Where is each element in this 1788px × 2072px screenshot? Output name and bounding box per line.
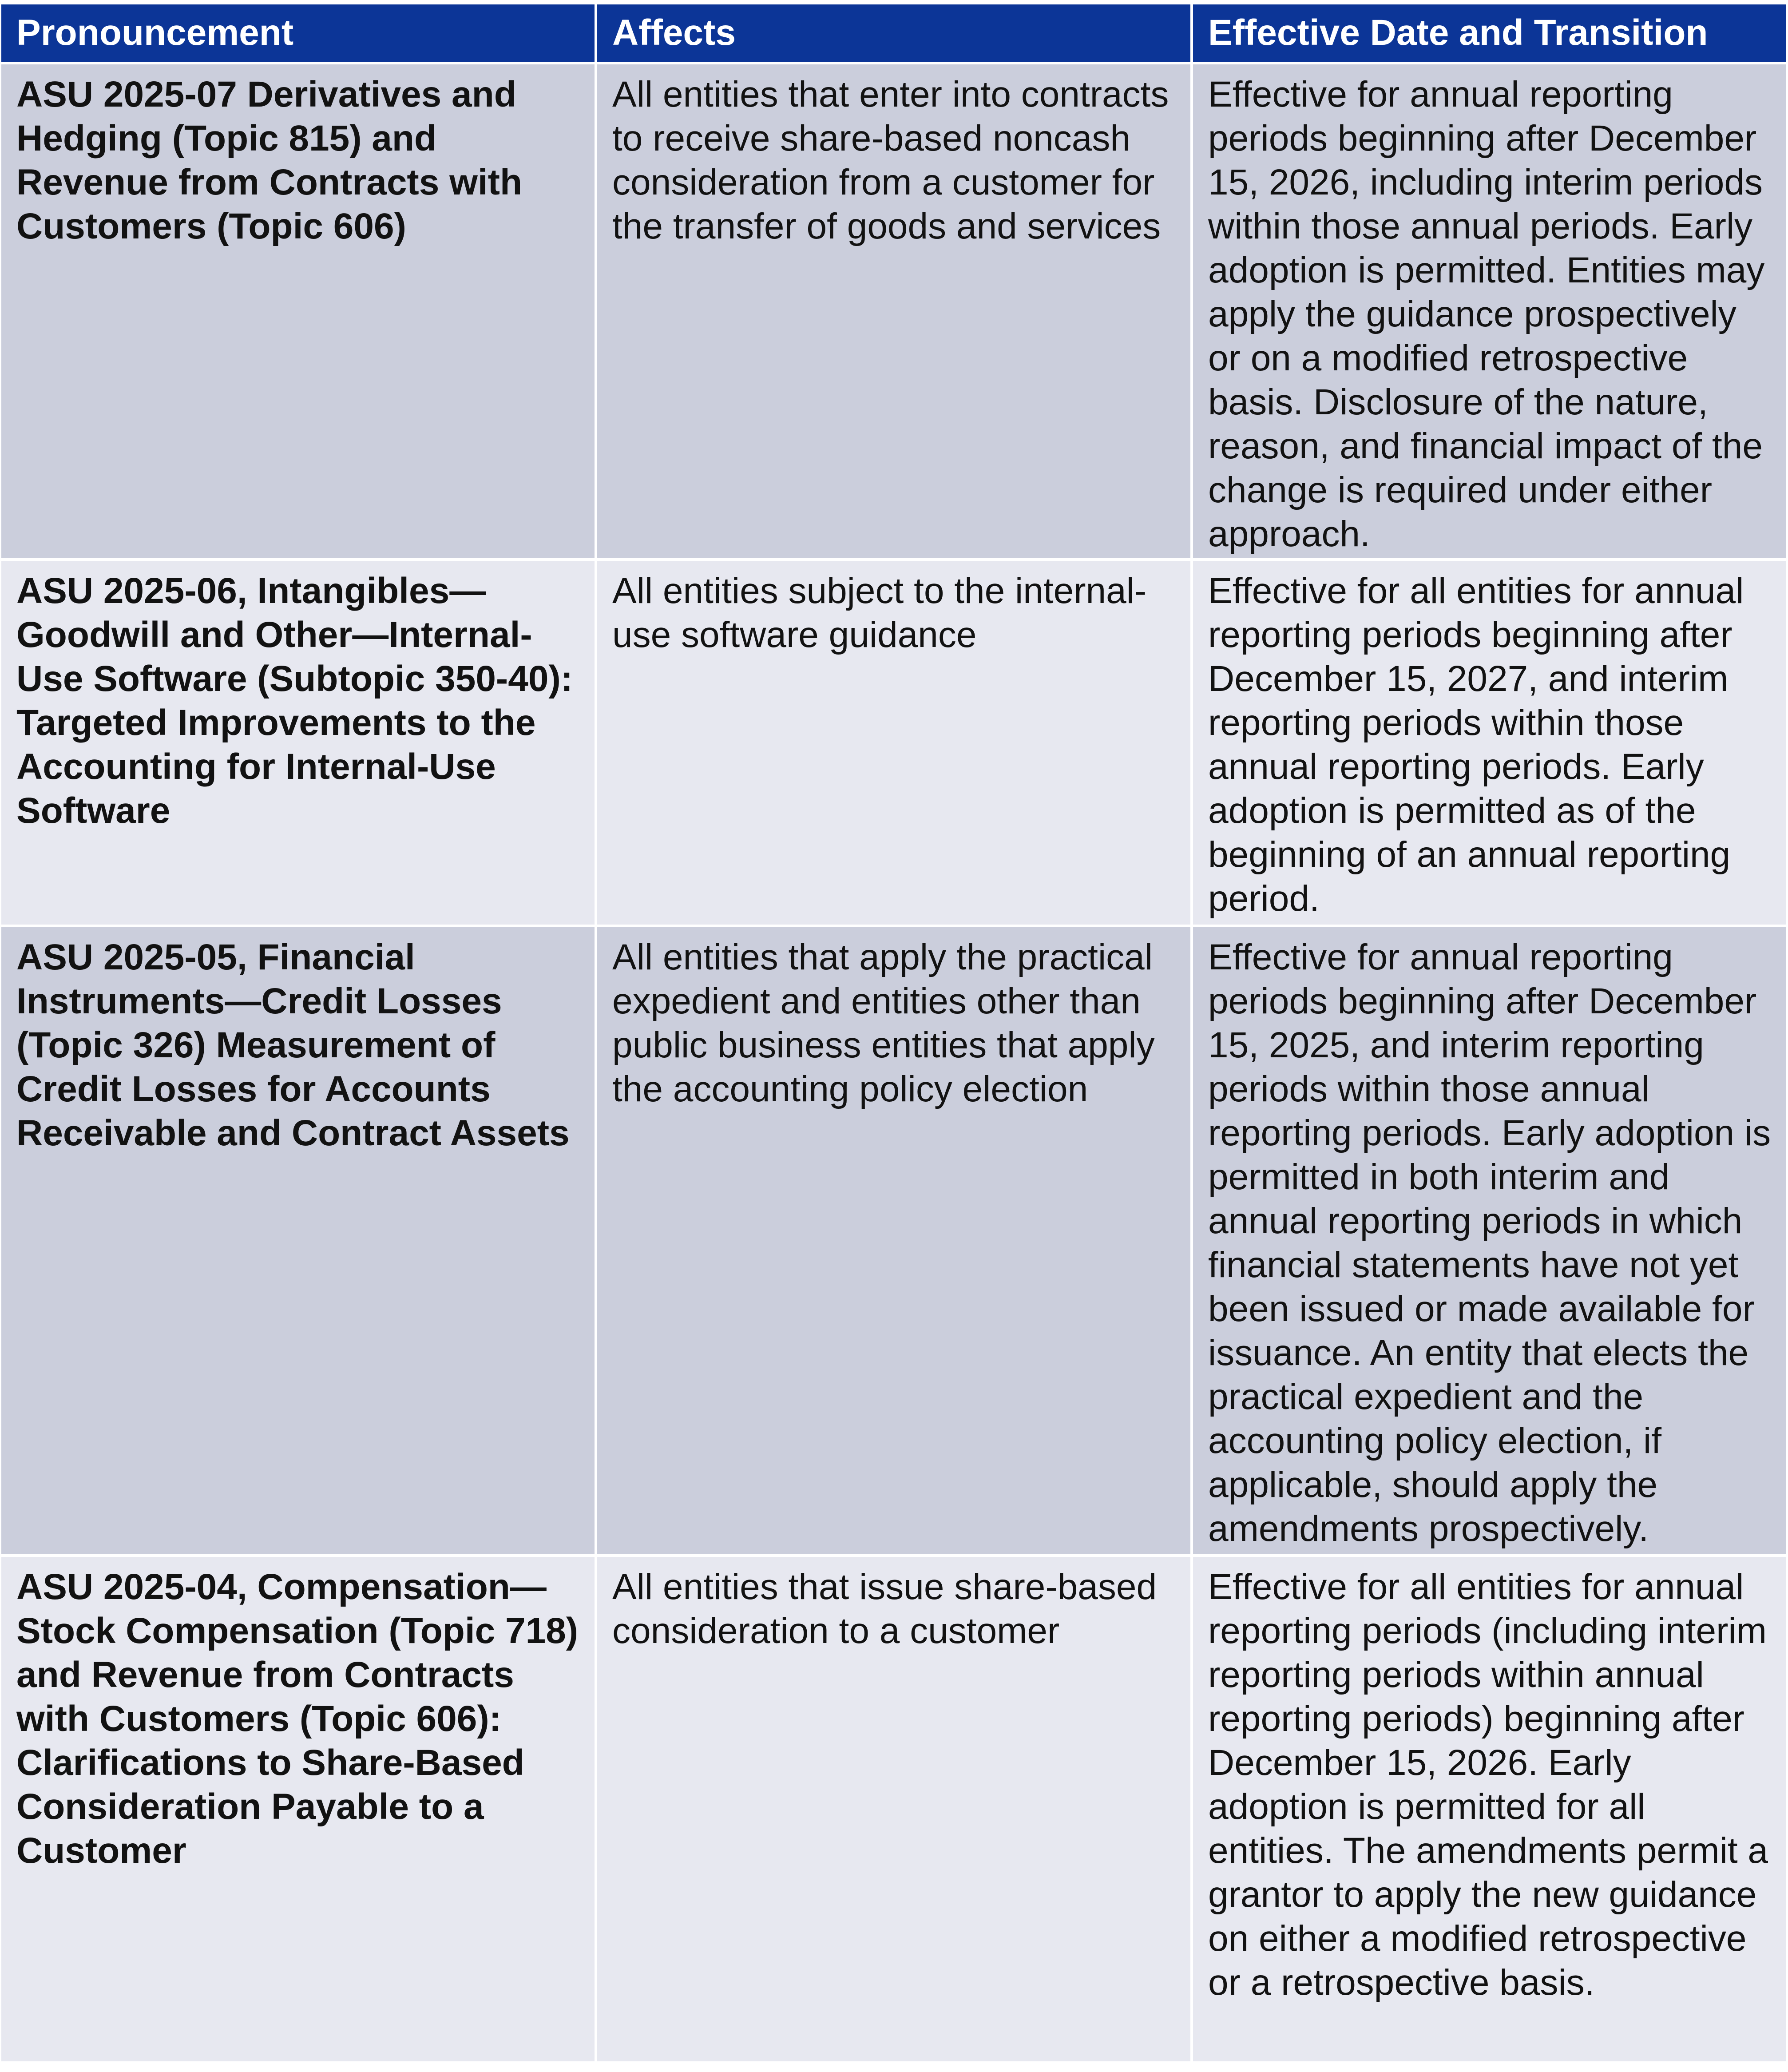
row-4-pronouncement: ASU 2025-04, Compensation—Stock Compensation (Topic 718) and Revenue from Contracts with Customers (Topic 606): Clarifications to Share-Based Consideration Payable to a Customer — [1, 1557, 595, 2061]
header-pronouncement: Pronouncement — [1, 4, 595, 62]
header-effective-date: Effective Date and Transition — [1193, 4, 1786, 62]
row-3-pronouncement: ASU 2025-05, Financial Instruments—Credit Losses (Topic 326) Measurement of Credit Losses for Accounts Receivable and Contract Assets — [1, 927, 595, 1554]
row-3-affects: All entities that apply the practical expedient and entities other than public business entities that apply the accounting policy election — [597, 927, 1190, 1554]
row-4-effective-date: Effective for all entities for annual reporting periods (including interim reporting periods within annual reporting periods) beginning after December 15, 2026. Early adoption is permitted for all entities. The amendments permit a grantor to apply the new guidance on either a modified retrospective or a retrospective basis. — [1193, 1557, 1786, 2061]
row-4-affects: All entities that issue share-based consideration to a customer — [597, 1557, 1190, 2061]
row-1-pronouncement: ASU 2025-07 Derivatives and Hedging (Topic 815) and Revenue from Contracts with Customers (Topic 606) — [1, 64, 595, 558]
row-2-effective-date: Effective for all entities for annual reporting periods beginning after December 15, 2027, and interim reporting periods within those annual reporting periods. Early adoption is permitted as of the beginning of an annual reporting period. — [1193, 561, 1786, 925]
row-2-pronouncement: ASU 2025-06, Intangibles—Goodwill and Other—Internal-Use Software (Subtopic 350-40): Targeted Improvements to the Accounting for Internal-Use Software — [1, 561, 595, 925]
row-3-effective-date: Effective for annual reporting periods beginning after December 15, 2025, and interim reporting periods within those annual reporting periods. Early adoption is permitted in both interim and annual reporting periods in which financial statements have not yet been issued or made available for issuance. An entity that elects the practical expedient and the accounting policy election, if applicable, should apply the amendments prospectively. — [1193, 927, 1786, 1554]
pronouncements-table — [1, 4, 1786, 2061]
row-1-effective-date: Effective for annual reporting periods beginning after December 15, 2026, including interim periods within those annual periods. Early adoption is permitted. Entities may apply the guidance prospectively or on a modified retrospective basis. Disclosure of the nature, reason, and financial impact of the change is required under either approach. — [1193, 64, 1786, 558]
row-2-affects: All entities subject to the internal-use software guidance — [597, 561, 1190, 925]
row-1-affects: All entities that enter into contracts to receive share-based noncash consideration from a customer for the transfer of goods and services — [597, 64, 1190, 558]
header-affects: Affects — [597, 4, 1190, 62]
